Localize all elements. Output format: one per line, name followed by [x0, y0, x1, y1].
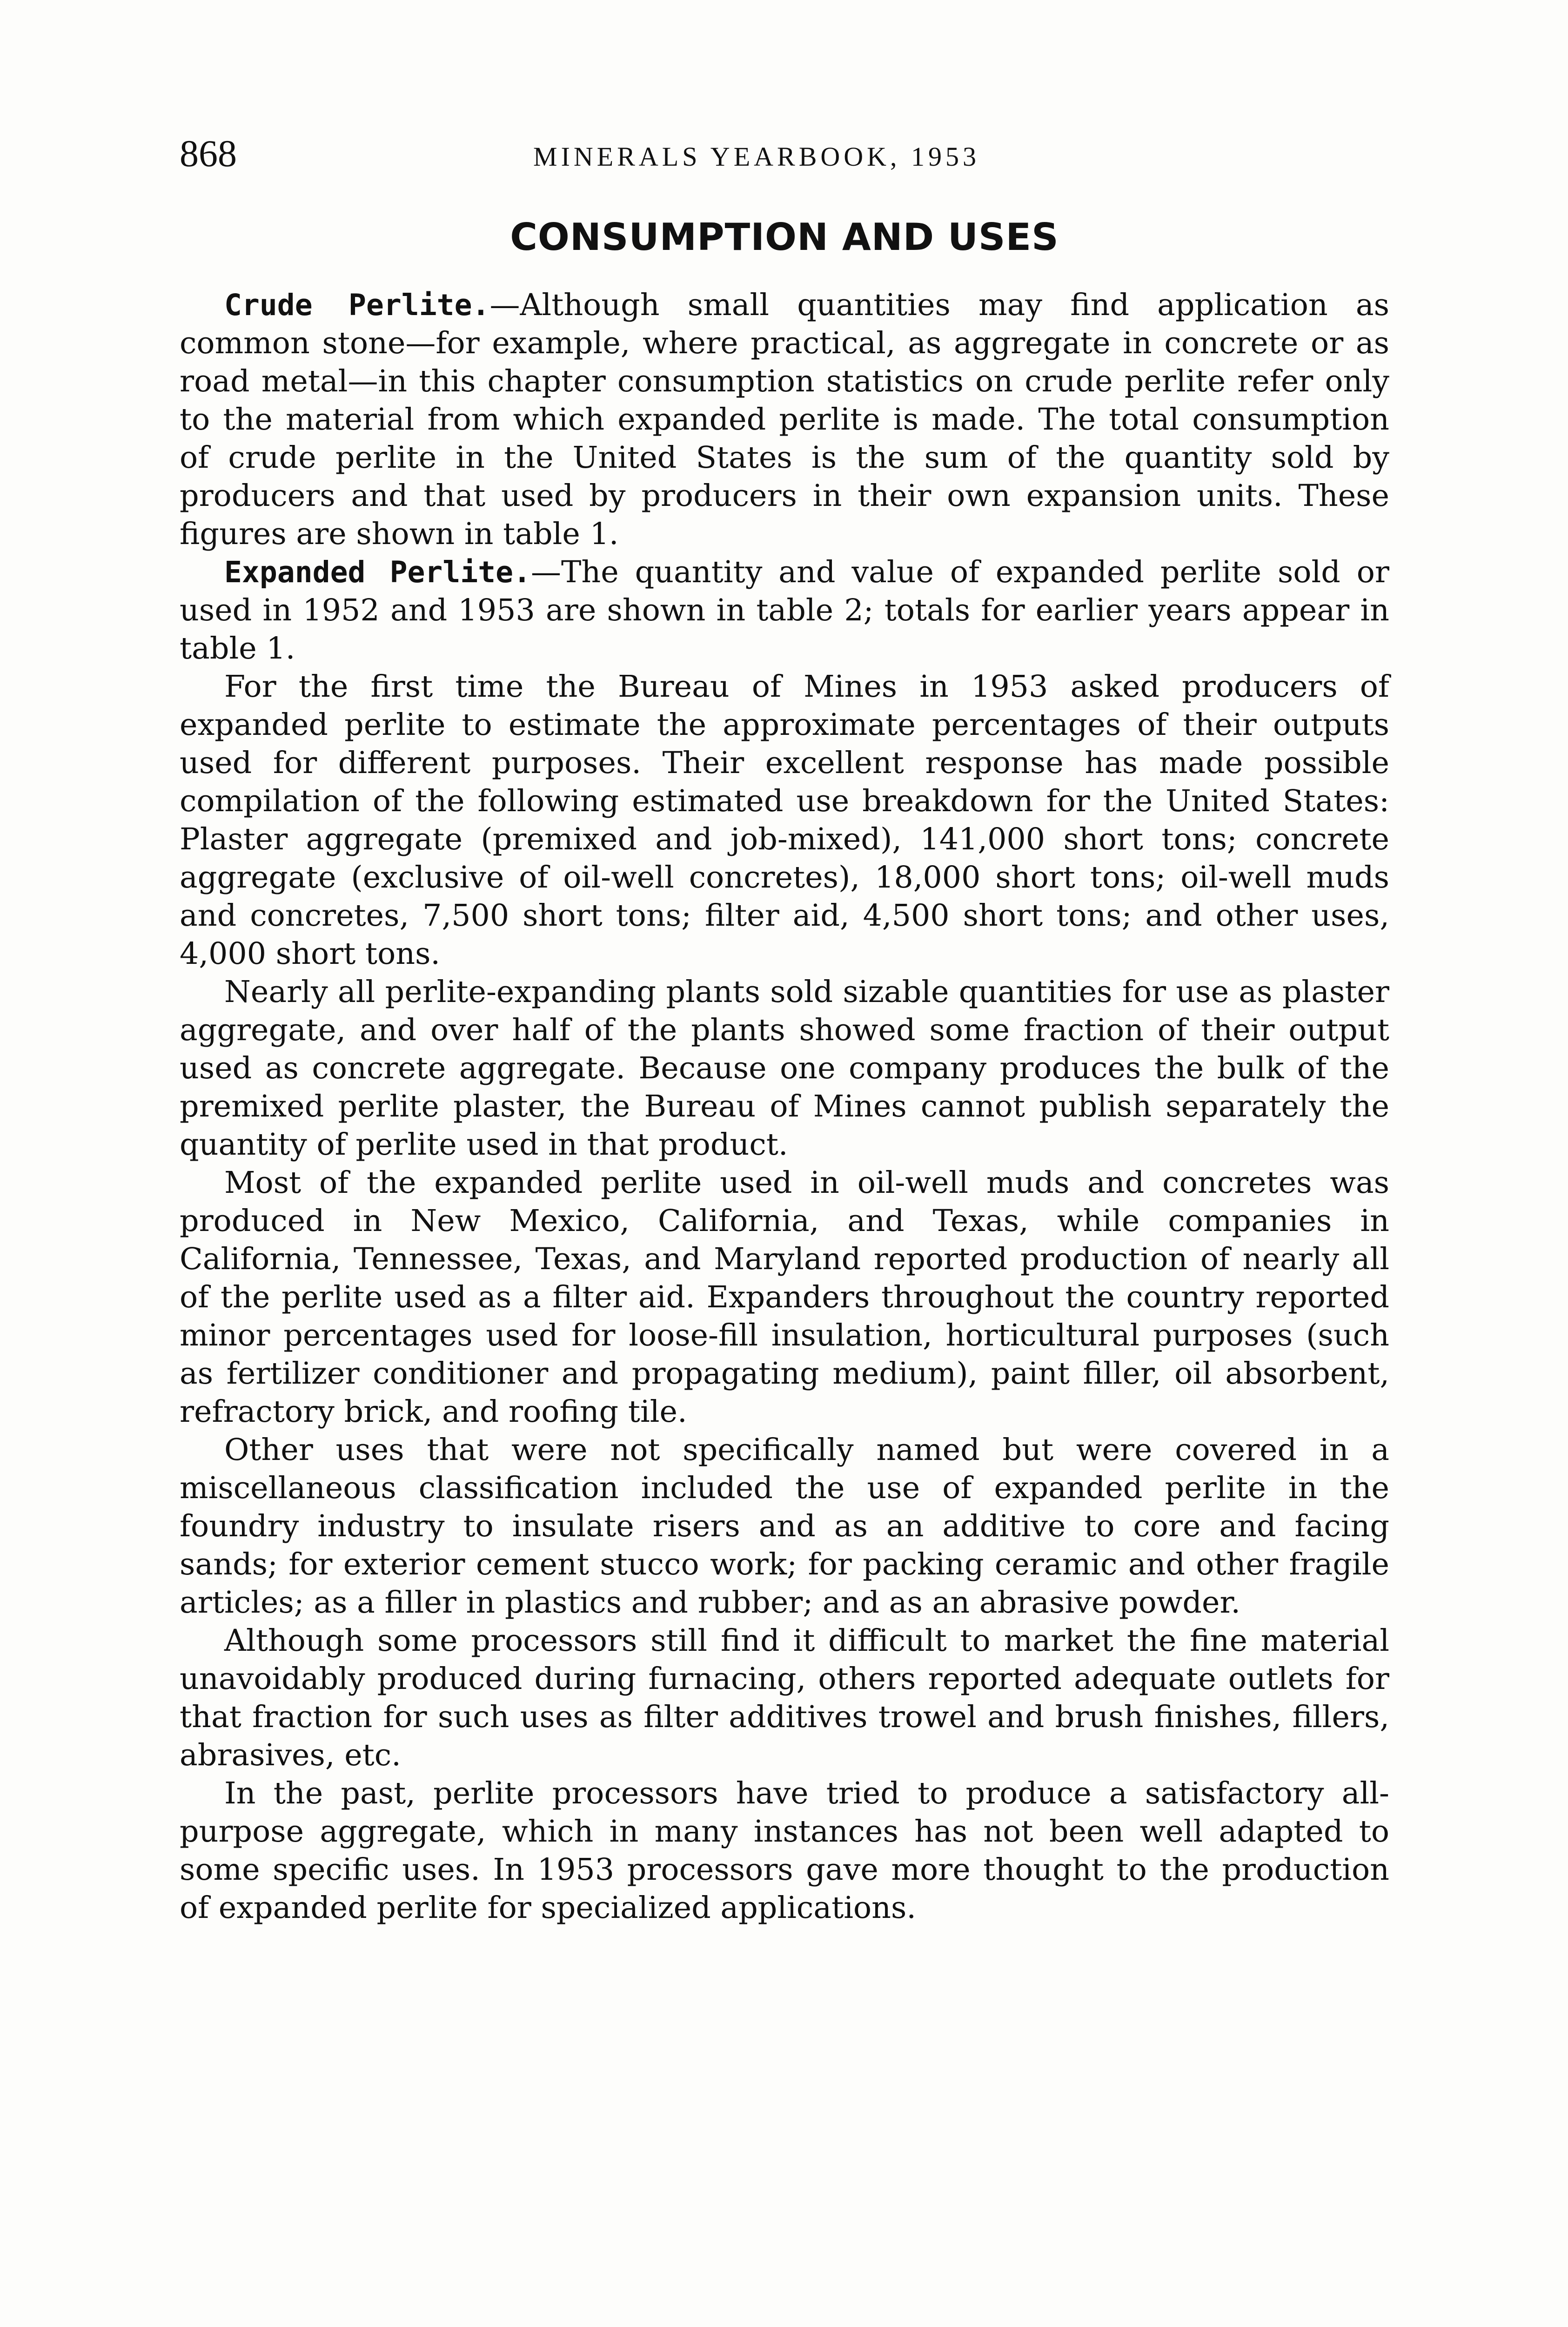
section-heading: CONSUMPTION AND USES: [510, 215, 1059, 259]
paragraph-text: Nearly all perlite-expanding plants sold sizable quantities for use as plaster aggregate, and over half of the plants showed some fraction of their output used as concrete aggregate. Because one company produces the bulk of the premixed perlite plaster, the Bureau of Mines cannot publish separately the quantity of perlite used in that product.: [180, 975, 1389, 1162]
paragraph-text: In the past, perlite processors have tried to produce a satisfactory all-purpose aggregate, which in many instances has not been well adapted to some specific uses. In 1953 processors gave more thought to the production of expanded perlite for specialized applications.: [180, 1776, 1389, 1925]
body-text: [180, 286, 1389, 1927]
paragraph-lead: Crude Perlite.: [224, 288, 490, 322]
running-head: MINERALS YEARBOOK, 1953: [533, 141, 980, 172]
paragraph-fine-material: [180, 1622, 1389, 1775]
paragraph-other-uses: [180, 1431, 1389, 1622]
paragraph-crude-perlite: [180, 286, 1389, 553]
paragraph-text: Although some processors still find it difficult to market the fine material unavoidably produced during furnacing, others reported adequate outlets for that fraction for such uses as filter additives trowel and brush finishes, fillers, abrasives, etc.: [180, 1623, 1389, 1773]
paragraph-text: —The quantity and value of expanded perlite sold or used in 1952 and 1953 are shown in table 2; totals for earlier years appear in table 1.: [180, 555, 1389, 666]
paragraph-plaster-aggregate: [180, 973, 1389, 1164]
page-number: 868: [180, 132, 237, 175]
paragraph-text: —Although small quantities may find application as common stone—for example, where practical, as aggregate in concrete or as road metal—in this chapter consumption statistics on crude perlite refer only to the material from which expanded perlite is made. The total consumption of crude perlite in the United States is the sum of the quantity sold by producers and that used by producers in their own expansion units. These figures are shown in table 1.: [180, 288, 1390, 551]
paragraph-text: For the first time the Bureau of Mines in 1953 asked producers of expanded perlite to estimate the approximate percentages of their outputs used for different purposes. Their excellent response has made possible compilation of the following estimated use breakdown for the United States: Plaster aggregate (premixed and job-mixed), 141,000 short tons; concrete aggregate (exclusive of oil-well concretes), 18,000 short tons; oil-well muds and concretes, 7,500 short tons; filter aid, 4,500 short tons; and other uses, 4,000 short tons.: [180, 669, 1389, 971]
paragraph-expanded-perlite: [180, 553, 1389, 668]
paragraph-specialized-applications: [180, 1775, 1389, 1927]
page-header: [180, 130, 1389, 182]
paragraph-oil-well-uses: [180, 1164, 1389, 1431]
paragraph-text: Most of the expanded perlite used in oil-well muds and concretes was produced in New Mexico, California, and Texas, while companies in California, Tennessee, Texas, and Maryland reported production of nearly all of the perlite used as a filter aid. Expanders throughout the country reported minor percentages used for loose-fill insulation, horticultural purposes (such as fertilizer conditioner and propagating medium), paint filler, oil absorbent, refractory brick, and roofing tile.: [180, 1165, 1389, 1429]
paragraph-use-breakdown: [180, 668, 1389, 973]
paragraph-text: Other uses that were not specifically named but were covered in a miscellaneous classification included the use of expanded perlite in the foundry industry to insulate risers and as an additive to core and facing sands; for exterior cement stucco work; for packing ceramic and other fragile articles; as a filler in plastics and rubber; and as an abrasive powder.: [180, 1433, 1389, 1620]
paragraph-lead: Expanded Perlite.: [224, 555, 531, 589]
